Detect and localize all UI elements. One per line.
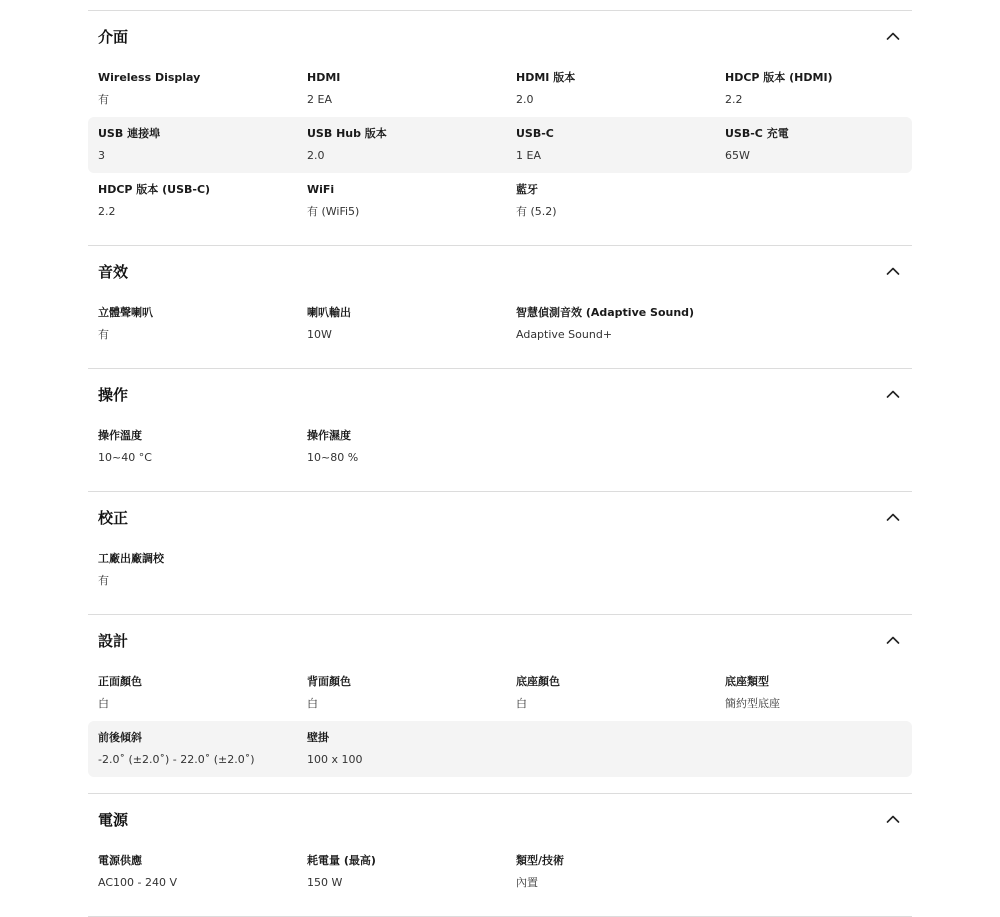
spec-section-calibration [88,491,912,614]
spec-value: 有 [98,574,109,587]
spec-item [98,181,307,221]
spec-label: 類型/技術 [516,854,565,867]
spec-value: 有 (WiFi5) [307,205,360,218]
spec-item [516,852,725,892]
spec-label: HDMI 版本 [516,71,576,84]
spec-item [725,125,934,165]
spec-item [98,673,307,713]
spec-item [98,304,307,344]
spec-value: -2.0˚ (±2.0˚) - 22.0˚ (±2.0˚) [98,753,255,766]
section-title: 操作 [98,386,129,404]
spec-label: 底座顏色 [516,675,560,688]
section-header-operation[interactable] [98,383,902,407]
spec-value: 2 EA [307,93,332,106]
spec-label: 耗電量 (最高) [307,854,376,867]
spec-row [88,542,912,598]
spec-row [88,844,912,900]
spec-label: 前後傾斜 [98,731,142,744]
spec-label: 操作溫度 [98,429,142,442]
spec-item [725,69,934,109]
spec-item [307,852,516,892]
spec-value: 有 [98,328,109,341]
spec-row [88,665,912,721]
spec-value: 有 (5.2) [516,205,557,218]
spec-item [307,427,516,467]
section-header-design[interactable] [98,629,902,653]
spec-item [516,69,725,109]
spec-value: 2.2 [725,93,743,106]
spec-label: Wireless Display [98,71,201,84]
section-title: 電源 [98,811,129,829]
spec-item [98,729,307,769]
spec-label: HDCP 版本 (USB-C) [98,183,211,196]
spec-value: 白 [516,697,527,710]
spec-item [98,427,307,467]
spec-value: 白 [98,697,109,710]
spec-label: USB-C [516,127,554,140]
spec-value: 白 [307,697,318,710]
spec-item [307,729,516,769]
spec-item [516,304,725,344]
spec-value: 有 [98,93,109,106]
section-title: 校正 [98,509,129,527]
spec-value: 10W [307,328,332,341]
section-header-audio[interactable] [98,260,902,284]
section-title: 音效 [98,263,129,281]
spec-item [98,852,307,892]
spec-label: 立體聲喇叭 [98,306,153,319]
spec-row [88,173,912,229]
chevron-up-icon[interactable] [886,814,900,824]
spec-value: 100 x 100 [307,753,363,766]
spec-label: USB Hub 版本 [307,127,387,140]
spec-row [88,721,912,777]
spec-item [307,673,516,713]
spec-row [88,296,912,352]
spec-value: 1 EA [516,149,541,162]
spec-value: 2.2 [98,205,116,218]
spec-section-design [88,614,912,793]
spec-label: 背面顏色 [307,675,351,688]
spec-label: 底座類型 [725,675,769,688]
spec-item [98,550,307,590]
spec-value: 2.0 [307,149,325,162]
spec-section-operation [88,368,912,491]
spec-label: 工廠出廠調校 [98,552,164,565]
chevron-up-icon[interactable] [886,512,900,522]
spec-label: HDMI [307,71,341,84]
spec-list [88,10,912,917]
section-title: 介面 [98,28,129,46]
spec-value: 150 W [307,876,343,889]
section-title: 設計 [98,632,129,650]
spec-value: 內置 [516,876,538,889]
spec-row [88,117,912,173]
chevron-up-icon[interactable] [886,266,900,276]
spec-value: 65W [725,149,750,162]
spec-item [98,69,307,109]
spec-label: HDCP 版本 (HDMI) [725,71,833,84]
section-header-calibration[interactable] [98,506,902,530]
spec-label: USB-C 充電 [725,127,789,140]
spec-label: 喇叭輸出 [307,306,351,319]
spec-label: 智慧偵測音效 (Adaptive Sound) [516,306,695,319]
spec-section-audio [88,245,912,368]
spec-section-interface [88,10,912,245]
spec-label: 電源供應 [98,854,142,867]
chevron-up-icon[interactable] [886,31,900,41]
chevron-up-icon[interactable] [886,389,900,399]
spec-item [98,125,307,165]
spec-row [88,419,912,475]
section-header-power[interactable] [98,808,902,832]
spec-item [307,69,516,109]
spec-section-power [88,793,912,917]
spec-label: 操作濕度 [307,429,351,442]
spec-item [516,125,725,165]
spec-item [307,304,516,344]
spec-label: 正面顏色 [98,675,142,688]
spec-label: WiFi [307,183,335,196]
spec-item [516,673,725,713]
spec-value: 10~40 °C [98,451,152,464]
spec-label: 藍牙 [516,183,538,196]
spec-value: 3 [98,149,105,162]
spec-item [725,673,934,713]
spec-value: 簡約型底座 [725,697,780,710]
spec-item [307,181,516,221]
spec-item [307,125,516,165]
spec-value: Adaptive Sound+ [516,328,613,341]
chevron-up-icon[interactable] [886,635,900,645]
section-header-interface[interactable] [98,25,902,49]
spec-label: USB 連接埠 [98,127,161,140]
spec-value: AC100 - 240 V [98,876,177,889]
spec-value: 10~80 % [307,451,359,464]
spec-value: 2.0 [516,93,534,106]
spec-item [516,181,725,221]
spec-label: 壁掛 [307,731,329,744]
spec-row [88,61,912,117]
